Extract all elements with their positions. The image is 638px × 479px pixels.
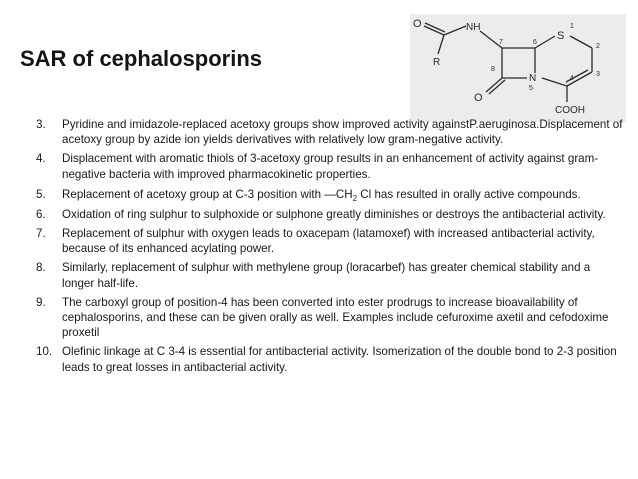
position-1-label: 1 (570, 23, 574, 30)
oxygen-label-bottom: O (474, 92, 483, 104)
position-6-label: 6 (533, 39, 537, 46)
position-7-label: 7 (499, 39, 503, 46)
nitrogen-label: N (529, 73, 537, 84)
r-group-label: R (433, 57, 441, 68)
list-item (36, 344, 624, 375)
item-text: Similarly, replacement of sulphur with methylene group (loracarbef) has greater chemical stability and a longer half-life. (62, 261, 591, 290)
item-text: Pyridine and imidazole-replaced acetoxy groups show improved activity againstP.aeruginosa.Displacement of acetoxy group by azide ion yields derivatives with relatively low gram-negative activity. (62, 118, 623, 147)
item-number: 9. (36, 295, 46, 309)
oxygen-label-top: O (413, 18, 422, 30)
list-item (36, 295, 624, 341)
s-c2-bond (570, 36, 592, 48)
list-item (36, 260, 624, 291)
c4-n5-bond (542, 78, 567, 86)
item-number: 7. (36, 227, 46, 241)
nh-label: NH (466, 22, 481, 33)
item-number: 10. (36, 345, 53, 359)
item-number: 4. (36, 152, 46, 166)
subscript-2: 2 (352, 193, 358, 203)
position-2-label: 2 (596, 43, 600, 50)
item-text: The carboxyl group of position-4 has been converted into ester prodrugs to increase bioavailability of cephalosporins, and these can be given orally as well. Examples include cefuroxime axetil and cefodoxime proxetil (62, 295, 609, 340)
item-text-before: Replacement of acetoxy group at C-3 position with —CH (62, 187, 353, 201)
item-text: Replacement of sulphur with oxygen leads to oxacepam (latamoxef) with increased antibacterial activity, because of its enhanced acylating power. (62, 227, 595, 256)
item-number: 6. (36, 208, 46, 222)
list-item (36, 117, 624, 148)
position-4-label: 4 (570, 75, 574, 82)
item-text: Olefinic linkage at C 3-4 is essential for antibacterial activity. Isomerization of the double bond to 2-3 position leads to great losses in antibacterial activity. (62, 345, 617, 374)
r-bond (438, 35, 444, 54)
amide-bond (444, 26, 466, 35)
list-item (36, 226, 624, 257)
c6-s-bond (535, 36, 555, 48)
cooh-label: COOH (555, 105, 585, 116)
list-item (36, 207, 624, 222)
item-number: 8. (36, 261, 46, 275)
item-number: 3. (36, 118, 46, 131)
cephalosporin-structure-diagram (410, 14, 626, 122)
item-text: Oxidation of ring sulphur to sulphoxide or sulphone greatly diminishes or destroys the antibacterial activity. (62, 208, 606, 222)
list-item (36, 151, 624, 182)
cephalosporin-structure-image (410, 14, 626, 122)
sar-points-list (36, 117, 624, 379)
slide-title: SAR of cephalosporins (20, 46, 263, 71)
list-item (36, 186, 624, 204)
item-text: Displacement with aromatic thiols of 3-acetoxy group results in an enhancement of activity against gram-negative bacteria with improved pharmacokinetic properties. (62, 152, 599, 181)
item-text-after: Cl has resulted in orally active compounds. (357, 187, 581, 201)
position-5-label: 5 (529, 85, 533, 92)
position-8-label: 8 (491, 66, 495, 73)
item-number: 5. (36, 187, 46, 201)
position-3-label: 3 (596, 71, 600, 78)
sulfur-label: S (557, 30, 565, 42)
